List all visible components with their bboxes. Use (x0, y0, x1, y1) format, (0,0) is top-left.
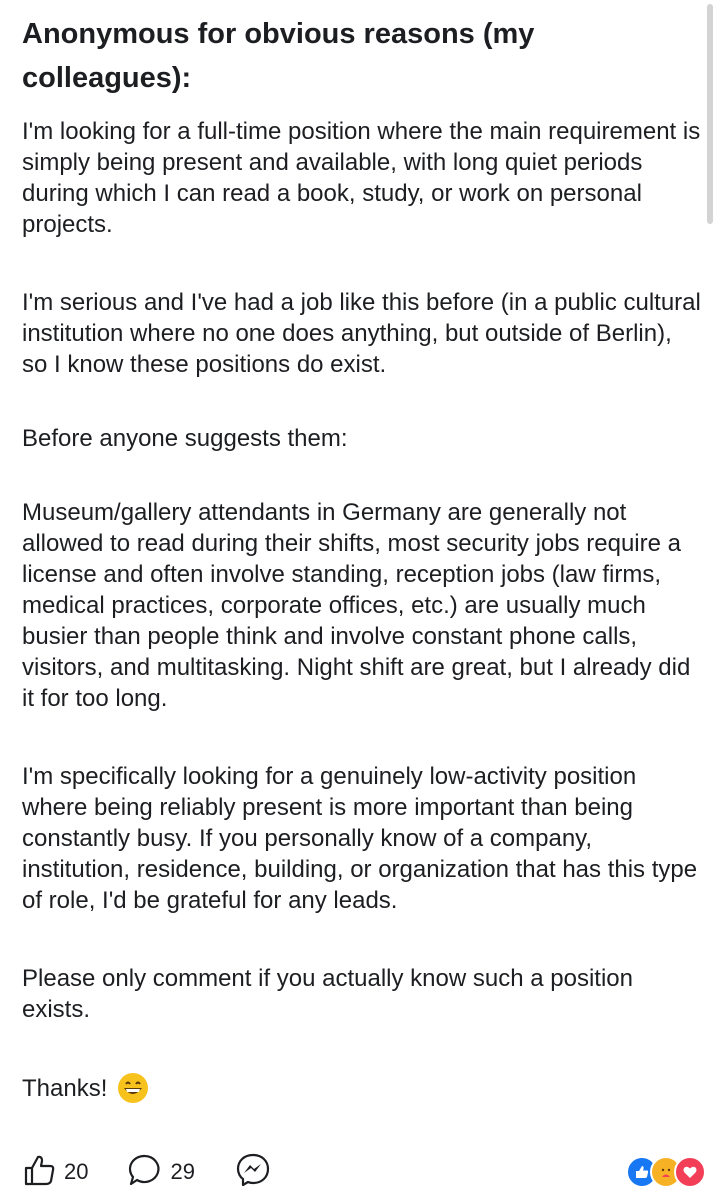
closing-row (22, 1072, 702, 1104)
post-footer (22, 1150, 706, 1194)
post-paragraph-4: Museum/gallery attendants in Germany are generally not allowed to read during their shifts, most security jobs require a license and often involve standing, reception jobs (law firms, medical practices, corporate offices, etc.) are usually much busier than people think and involve constant phone calls, visitors, and multitasking. Night shift are great, but I already did it for too long. (22, 499, 691, 712)
scrollbar[interactable] (707, 4, 713, 224)
post-paragraph-1: I'm looking for a full-time position where the main requirement is simply being present and available, with long quiet periods during which I can read a book, study, or work on personal projects. (22, 118, 701, 238)
post-title: Anonymous for obvious reasons (my colleagues): (22, 18, 535, 94)
closing-text: Thanks! (22, 1074, 108, 1102)
post-body (22, 12, 702, 1104)
post-paragraph-3: Before anyone suggests them: (22, 425, 348, 452)
comment-bubble-icon (128, 1153, 162, 1192)
love-reaction-icon (674, 1156, 706, 1188)
post-paragraph-6: Please only comment if you actually know such a position exists. (22, 965, 633, 1023)
post-paragraph-5: I'm specifically looking for a genuinely low-activity position where being reliably present is more important than being constantly busy. If you personally know of a company, institution, residence, building, or organization that has this type of role, I'd be grateful for any leads. (22, 763, 698, 914)
like-count: 20 (64, 1159, 89, 1184)
messenger-icon (235, 1152, 271, 1193)
share-button[interactable] (235, 1152, 271, 1193)
thumbs-up-icon (22, 1153, 56, 1192)
reactions-summary[interactable] (626, 1156, 706, 1188)
comment-button[interactable] (128, 1153, 194, 1192)
comment-count: 29 (170, 1159, 195, 1184)
grinning-face-emoji (117, 1072, 149, 1104)
like-button[interactable] (22, 1153, 88, 1192)
post-paragraph-2: I'm serious and I've had a job like this before (in a public cultural institution where no one does anything, but outside of Berlin), so I know these positions do exist. (22, 289, 701, 378)
